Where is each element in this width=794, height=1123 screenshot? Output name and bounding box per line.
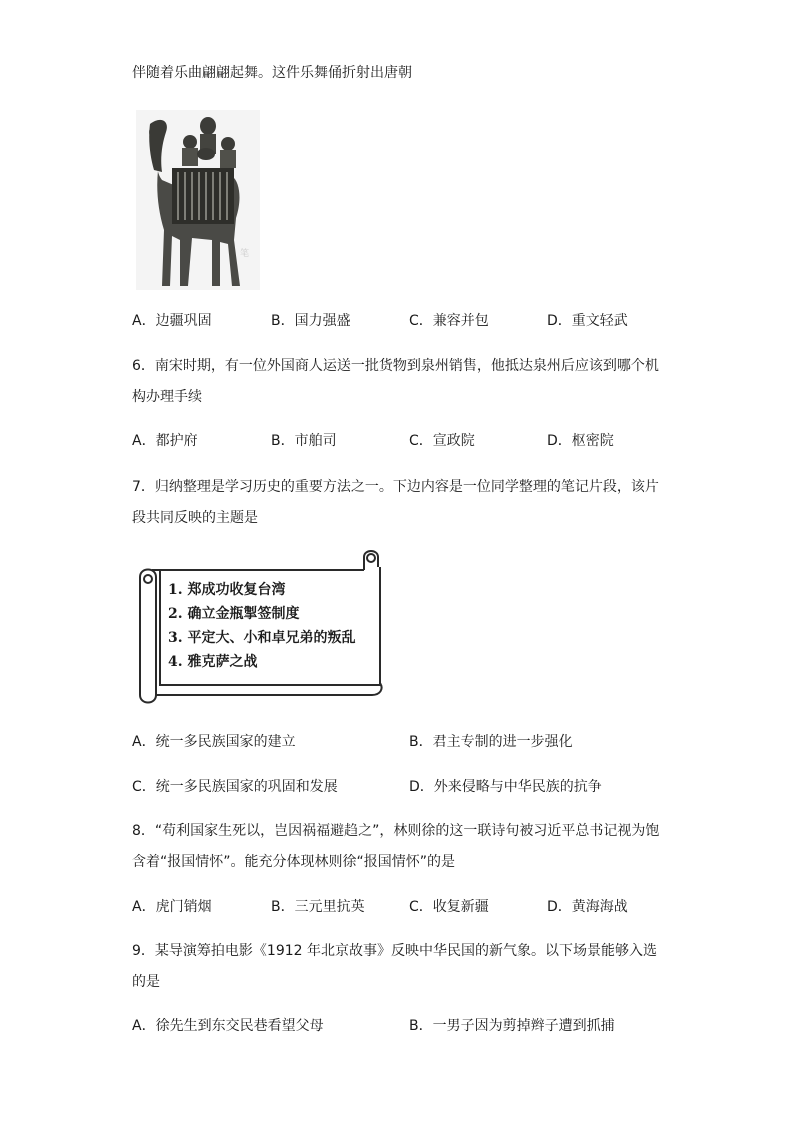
q6-option-c: C．宣政院 <box>409 433 475 449</box>
scroll-item-2: 2. 确立金瓶掣签制度 <box>168 606 300 622</box>
q9-option-a: A．徐先生到东交民巷看望父母 <box>132 1018 324 1034</box>
q8-option-a: A．虎门销烟 <box>132 899 212 915</box>
scroll-item-1: 1. 郑成功收复台湾 <box>168 582 286 598</box>
q8-option-d: D．黄海海战 <box>547 899 628 915</box>
q5-option-b: B．国力强盛 <box>271 313 351 329</box>
q5-option-a: A．边疆巩固 <box>132 313 212 329</box>
q8-option-b: B．三元里抗英 <box>271 899 365 915</box>
question-9-line-2: 的是 <box>132 974 160 990</box>
svg-text:笔: 笔 <box>240 249 250 259</box>
scroll-item-4: 4. 雅克萨之战 <box>168 654 258 670</box>
q6-option-a: A．都护府 <box>132 433 198 449</box>
scroll-item-3: 3. 平定大、小和卓兄弟的叛乱 <box>168 630 356 646</box>
question-6-line-1: 6．南宋时期，有一位外国商人运送一批货物到泉州销售，他抵达泉州后应该到哪个机 <box>132 358 659 374</box>
question-7-line-2: 段共同反映的主题是 <box>132 510 258 526</box>
q7-option-c: C．统一多民族国家的巩固和发展 <box>132 779 338 795</box>
question-9-line-1: 9．某导演筹拍电影《1912 年北京故事》反映中华民国的新气象。以下场景能够入选 <box>132 943 657 959</box>
question-7-line-1: 7．归纳整理是学习历史的重要方法之一。下边内容是一位同学整理的笔记片段，该片 <box>132 479 659 495</box>
q7-option-d: D．外来侵略与中华民族的抗争 <box>409 779 602 795</box>
q7-option-a: A．统一多民族国家的建立 <box>132 734 296 750</box>
question-8-line-1: 8．“苟利国家生死以，岂因祸福避趋之”，林则徐的这一联诗句被习近平总书记视为饱 <box>132 823 660 839</box>
q9-option-b: B．一男子因为剪掉辫子遭到抓捕 <box>409 1018 615 1034</box>
q8-option-c: C．收复新疆 <box>409 899 489 915</box>
q7-option-b: B．君主专制的进一步强化 <box>409 734 573 750</box>
question-8-line-2: 含着“报国情怀”。能充分体现林则徐“报国情怀”的是 <box>132 854 456 870</box>
q5-option-c: C．兼容并包 <box>409 313 489 329</box>
q6-option-b: B．市舶司 <box>271 433 337 449</box>
q6-option-d: D．枢密院 <box>547 433 614 449</box>
question-5-text-tail: 伴随着乐曲翩翩起舞。这件乐舞俑折射出唐朝 <box>132 65 412 81</box>
question-6-line-2: 构办理手续 <box>132 389 202 405</box>
camel-figurine-photo <box>136 110 260 290</box>
q5-option-d: D．重文轻武 <box>547 313 628 329</box>
